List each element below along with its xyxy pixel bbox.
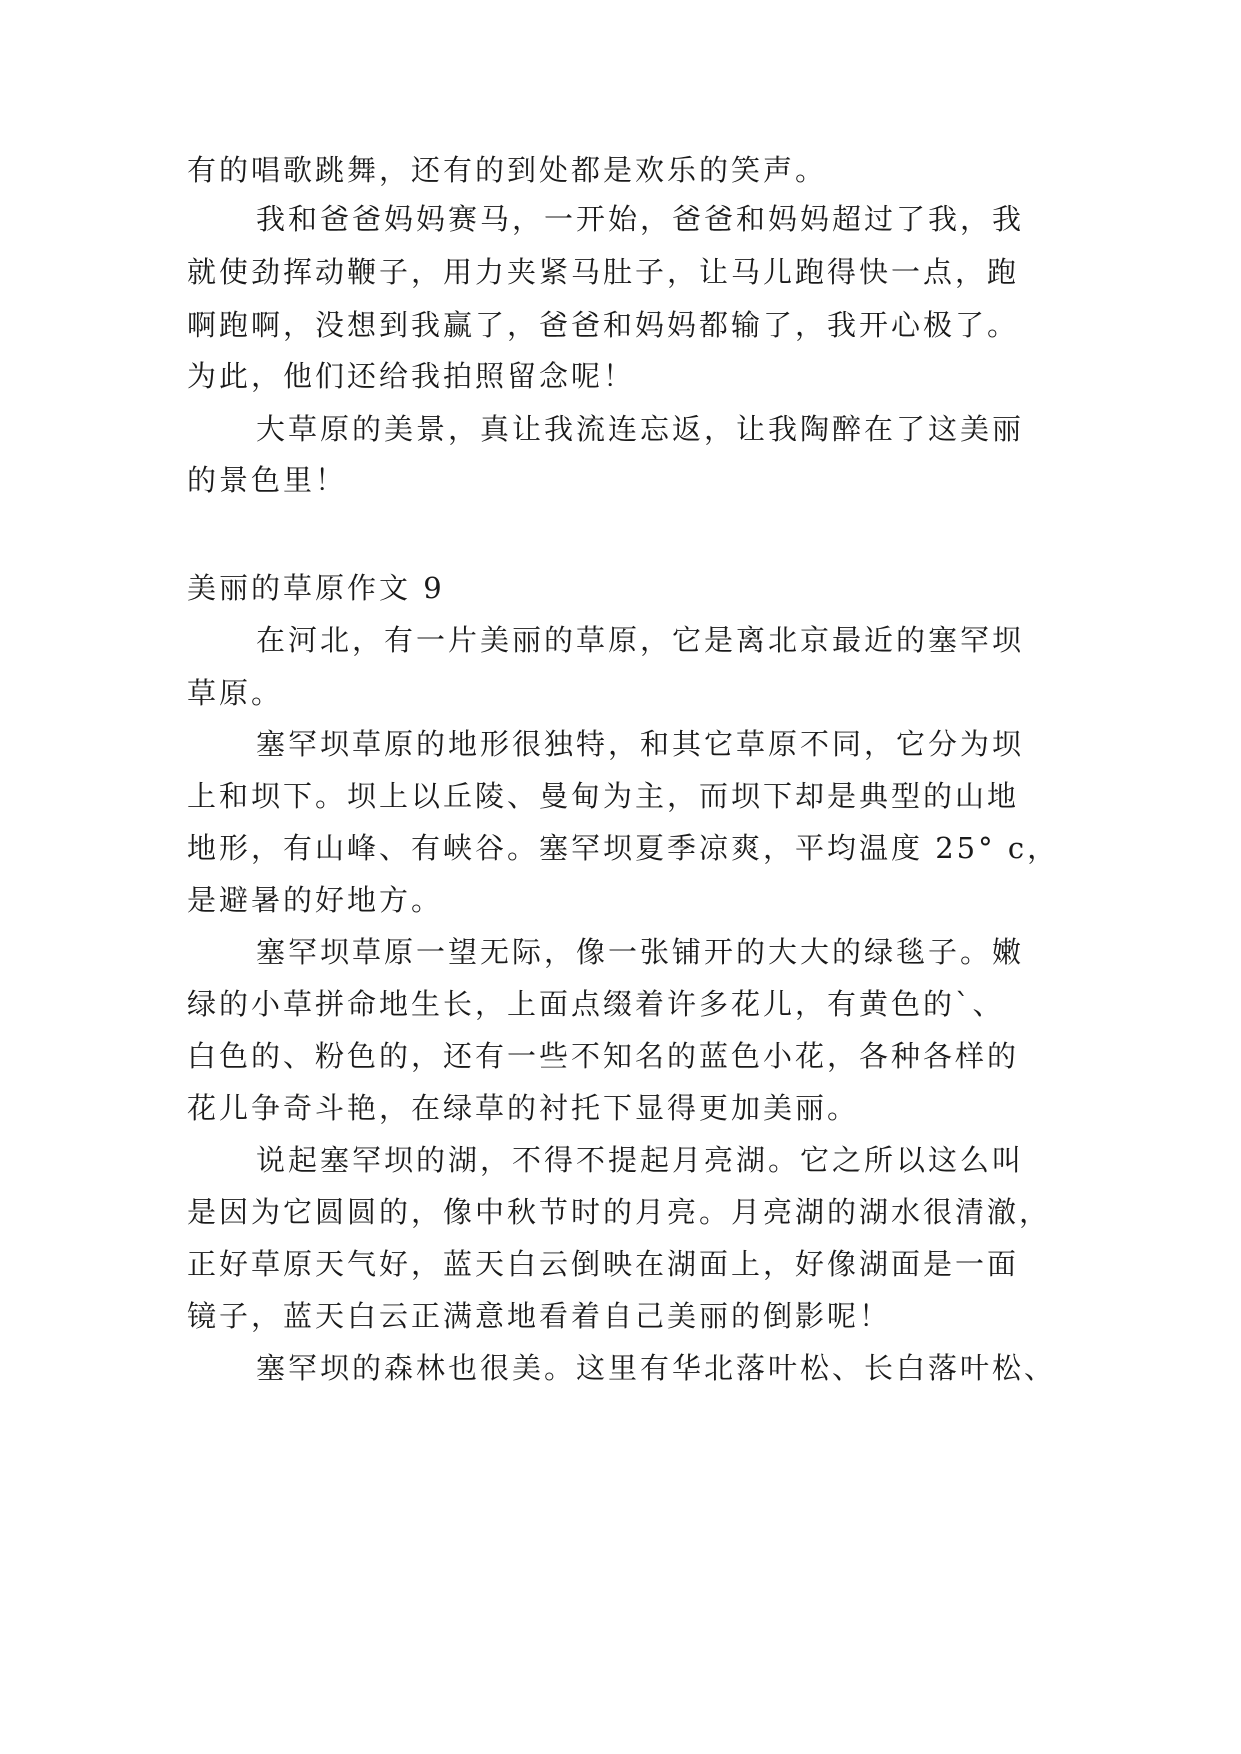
text-line: 就使劲挥动鞭子，用力夹紧马肚子，让马儿跑得快一点，跑: [187, 255, 1020, 289]
paragraph-start-line: 在河北，有一片美丽的草原，它是离北京最近的塞罕坝: [256, 623, 1025, 657]
text-line: 地形，有山峰、有峡谷。塞罕坝夏季凉爽，平均温度 25° c，: [187, 831, 1060, 865]
paragraph-start-line: 我和爸爸妈妈赛马，一开始，爸爸和妈妈超过了我，我: [256, 202, 1025, 236]
text-line: 有的唱歌跳舞，还有的到处都是欢乐的笑声。: [187, 153, 828, 187]
text-line: 绿的小草拼命地生长，上面点缀着许多花儿，有黄色的`、: [187, 987, 1005, 1021]
paragraph-start-line: 塞罕坝的森林也很美。这里有华北落叶松、长白落叶松、: [256, 1351, 1057, 1385]
paragraph-start-line: 塞罕坝草原一望无际，像一张铺开的大大的绿毯子。嫩: [256, 935, 1025, 969]
section-title: 美丽的草原作文 9: [187, 571, 445, 605]
text-line: 是因为它圆圆的，像中秋节时的月亮。月亮湖的湖水很清澈，: [187, 1195, 1052, 1229]
text-line: 白色的、粉色的，还有一些不知名的蓝色小花，各种各样的: [187, 1039, 1020, 1073]
paragraph-start-line: 说起塞罕坝的湖，不得不提起月亮湖。它之所以这么叫: [256, 1143, 1025, 1177]
text-line: 正好草原天气好，蓝天白云倒映在湖面上，好像湖面是一面: [187, 1247, 1020, 1281]
paragraph-start-line: 塞罕坝草原的地形很独特，和其它草原不同，它分为坝: [256, 727, 1025, 761]
text-line: 上和坝下。坝上以丘陵、曼甸为主，而坝下却是典型的山地: [187, 779, 1020, 813]
text-line: 的景色里！: [187, 463, 348, 497]
text-line: 为此，他们还给我拍照留念呢！: [187, 359, 636, 393]
text-line: 花儿争奇斗艳，在绿草的衬托下显得更加美丽。: [187, 1091, 860, 1125]
text-line: 镜子，蓝天白云正满意地看着自己美丽的倒影呢！: [187, 1299, 892, 1333]
text-line: 啊跑啊，没想到我赢了，爸爸和妈妈都输了，我开心极了。: [187, 308, 1020, 342]
text-line: 草原。: [187, 676, 284, 710]
text-line: 是避暑的好地方。: [187, 883, 444, 917]
paragraph-start-line: 大草原的美景，真让我流连忘返，让我陶醉在了这美丽: [256, 412, 1025, 446]
